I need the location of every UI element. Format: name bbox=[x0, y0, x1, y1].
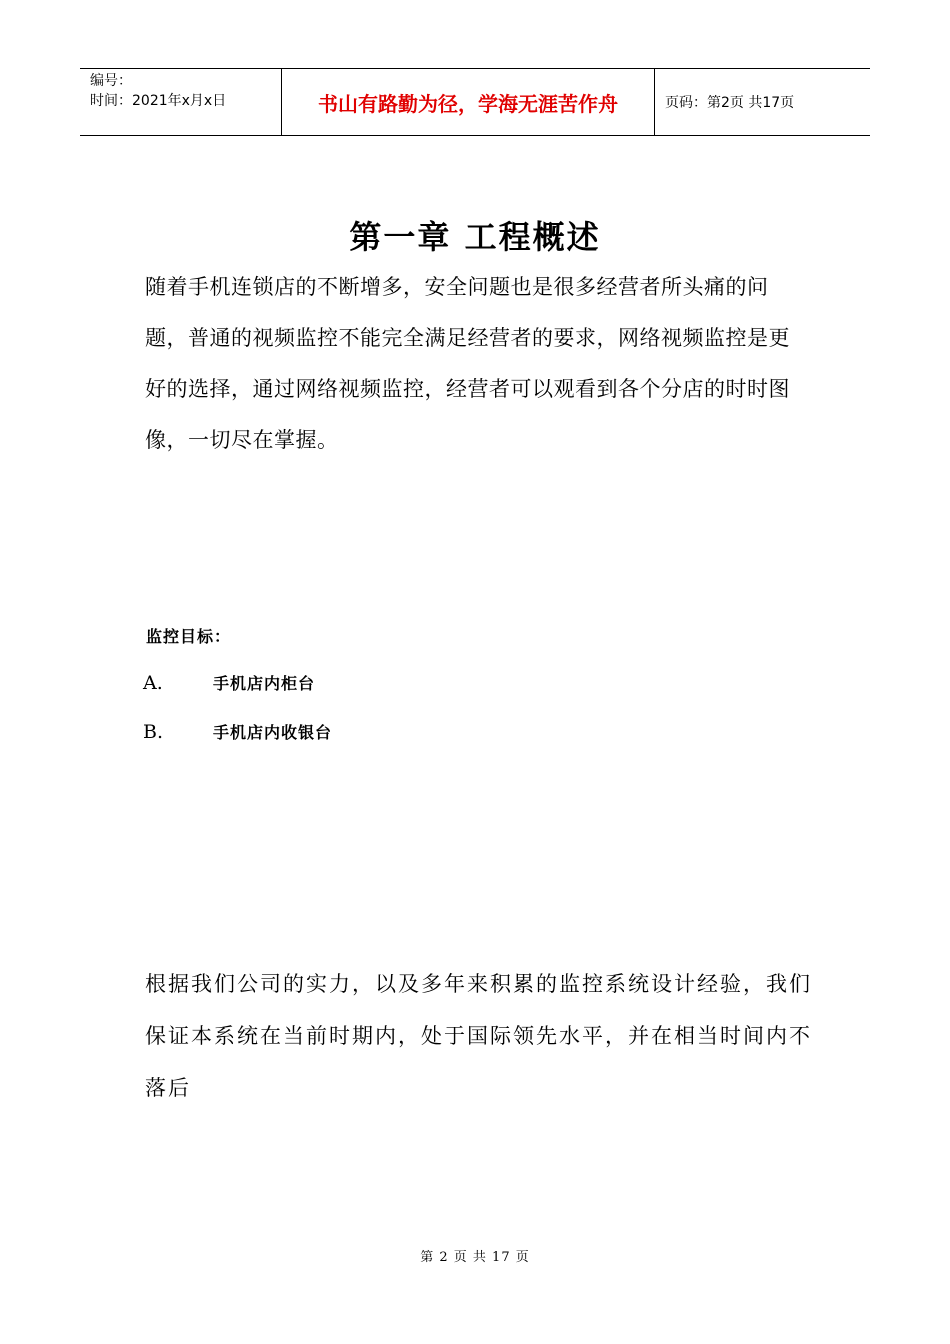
conclusion-paragraph: 根据我们公司的实力，以及多年来积累的监控系统设计经验，我们保证本系统在当前时期内，处于国际领先水平，并在相当时间内不落后 bbox=[145, 972, 812, 1100]
header-meta bbox=[80, 69, 281, 135]
header-motto: 书山有路勤为径，学海无涯苦作舟 bbox=[318, 91, 618, 116]
target-item-a bbox=[143, 671, 315, 694]
target-item-text: 手机店内收银台 bbox=[213, 723, 333, 742]
target-item-text: 手机店内柜台 bbox=[213, 674, 316, 693]
intro-paragraph: 随着手机连锁店的不断增多，安全问题也是很多经营者所头痛的问题，普通的视频监控不能完全满足经营者的要求，网络视频监控是更好的选择，通过网络视频监控，经营者可以观看到各个分店的时时图像，一切尽在掌握。 bbox=[145, 275, 790, 452]
target-item-letter: A. bbox=[143, 671, 163, 694]
target-item-b bbox=[143, 720, 332, 743]
target-item-letter: B. bbox=[143, 720, 164, 743]
chapter-title: 第一章 工程概述 bbox=[349, 218, 601, 256]
monitoring-targets-heading: 监控目标： bbox=[146, 627, 232, 646]
header-motto-cell bbox=[281, 69, 655, 135]
document-number-label: 编号： bbox=[90, 73, 132, 89]
page-footer: 第 2 页 共 17 页 bbox=[420, 1250, 530, 1265]
page-header bbox=[80, 68, 870, 136]
header-page-info: 页码：第2页 共17页 bbox=[665, 95, 795, 111]
header-page-info-cell bbox=[655, 69, 870, 135]
document-date-label: 时间：2021年x月x日 bbox=[90, 93, 227, 109]
